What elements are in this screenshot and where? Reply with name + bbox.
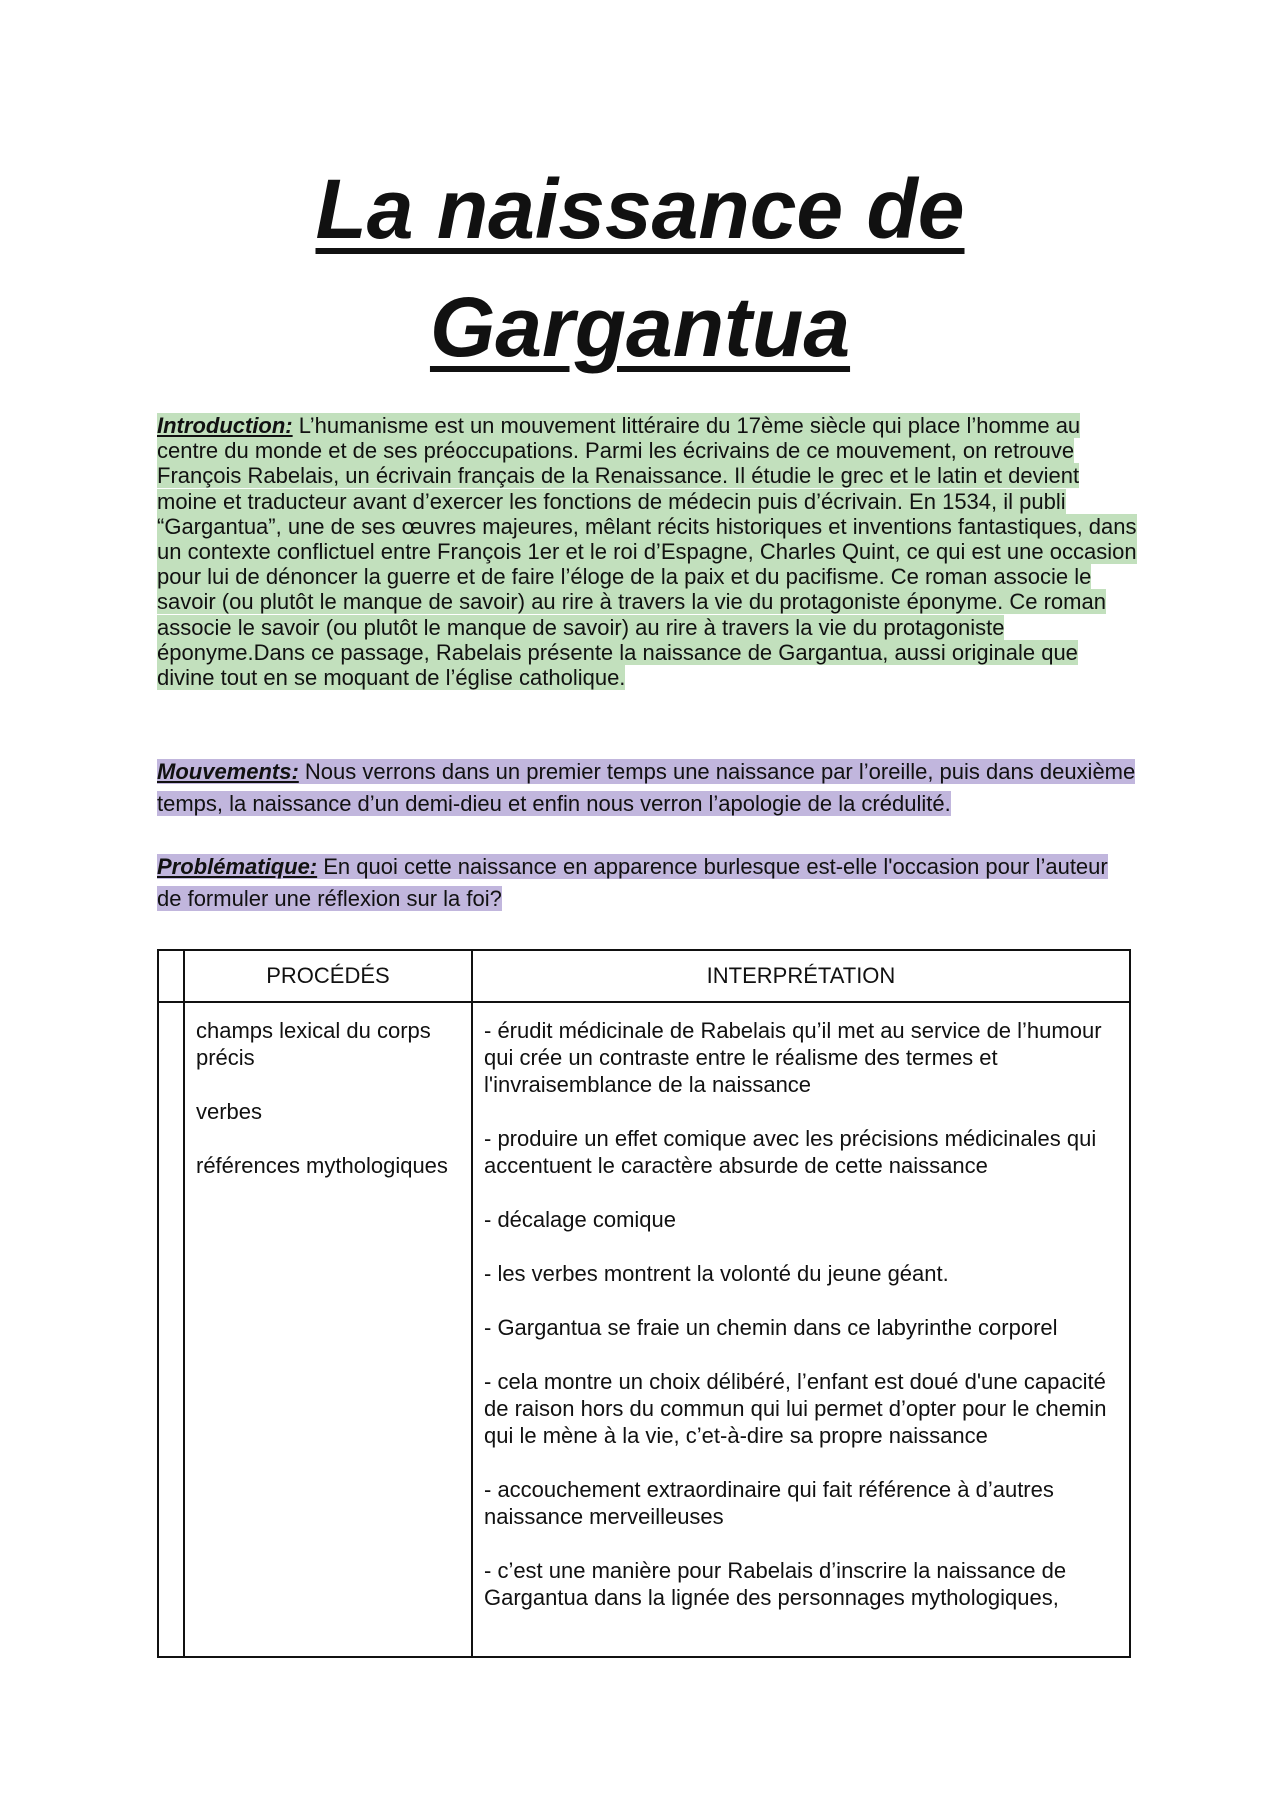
problematique-text: En quoi cette naissance en apparence burlesque est-elle l'occasion pour l’auteur de formuler une réflexion sur la foi? bbox=[157, 854, 1108, 911]
mouvements-paragraph bbox=[157, 756, 1137, 820]
interpretation-item: - décalage comique bbox=[484, 1207, 677, 1232]
table-header-row bbox=[158, 950, 1130, 1002]
interpretation-item: - cela montre un choix délibéré, l’enfant est doué d'une capacité de raison hors du commun qui lui permet d’opter pour le chemin qui le mène à la vie, c’et-à-dire sa propre naissance bbox=[484, 1369, 1107, 1448]
procede-item: verbes bbox=[196, 1099, 263, 1124]
mouvements-text: Nous verrons dans un premier temps une naissance par l’oreille, puis dans deuxième temps, la naissance d’un demi-dieu et enfin nous verron l’apologie de la crédulité. bbox=[157, 759, 1136, 816]
interpretation-item: - les verbes montrent la volonté du jeune géant. bbox=[484, 1261, 949, 1286]
table-header-procedes: PROCÉDÉS bbox=[184, 950, 472, 1002]
introduction-text: L’humanisme est un mouvement littéraire du 17ème siècle qui place l’homme au centre du monde et de ses préoccupations. Parmi les écrivains de ce mouvement, on retrouve François Rabelais, un écrivain français de la Renaissance. Il étudie le grec et le latin et devient moine et traducteur avant d’exercer les fonctions de médecin puis d’écrivain. En 1534, il publi “Gargantua”, une de ses œuvres majeures, mêlant récits historiques et inventions fantastiques, dans un contexte conflictuel entre François 1er et le roi d’Espagne, Charles Quint, ce qui est une occasion pour lui de dénoncer la guerre et de faire l’éloge de la paix et du pacifisme. Ce roman associe le savoir (ou plutôt le manque de savoir) au rire à travers la vie du protagoniste éponyme. Ce roman associe le savoir (ou plutôt le manque de savoir) au rire à travers la vie du protagoniste éponyme.Dans ce passage, Rabelais présente la naissance de Gargantua, aussi originale que divine tout en se moquant de l’église catholique. bbox=[157, 413, 1137, 691]
table-header-empty bbox=[158, 950, 184, 1002]
mouvements-label: Mouvements: bbox=[157, 759, 299, 784]
analysis-table bbox=[157, 949, 1131, 1658]
procede-item: références mythologiques bbox=[196, 1153, 448, 1178]
table-header-interpretation: INTERPRÉTATION bbox=[472, 950, 1130, 1002]
problematique-label: Problématique: bbox=[157, 854, 318, 879]
interpretation-item: - accouchement extraordinaire qui fait référence à d’autres naissance merveilleuses bbox=[484, 1477, 1054, 1529]
page-title bbox=[157, 150, 1123, 386]
title-line-1: La naissance de bbox=[315, 162, 965, 256]
introduction-paragraph bbox=[157, 413, 1137, 690]
procedes-cell bbox=[184, 1002, 472, 1657]
interpretation-item: - Gargantua se fraie un chemin dans ce labyrinthe corporel bbox=[484, 1315, 1058, 1340]
title-line-2: Gargantua bbox=[429, 280, 851, 374]
problematique-paragraph bbox=[157, 851, 1137, 915]
interpretation-item: - produire un effet comique avec les précisions médicinales qui accentuent le caractère absurde de cette naissance bbox=[484, 1126, 1097, 1178]
procede-item: champs lexical du corps précis bbox=[196, 1018, 431, 1070]
interpretation-cell bbox=[472, 1002, 1130, 1657]
introduction-label: Introduction: bbox=[157, 413, 293, 438]
interpretation-item: - érudit médicinale de Rabelais qu’il met au service de l’humour qui crée un contraste entre le réalisme des termes et l'invraisemblance de la naissance bbox=[484, 1018, 1102, 1097]
table-cell-empty bbox=[158, 1002, 184, 1657]
interpretation-item: - c’est une manière pour Rabelais d’inscrire la naissance de Gargantua dans la lignée des personnages mythologiques, bbox=[484, 1558, 1067, 1610]
table-row bbox=[158, 1002, 1130, 1657]
